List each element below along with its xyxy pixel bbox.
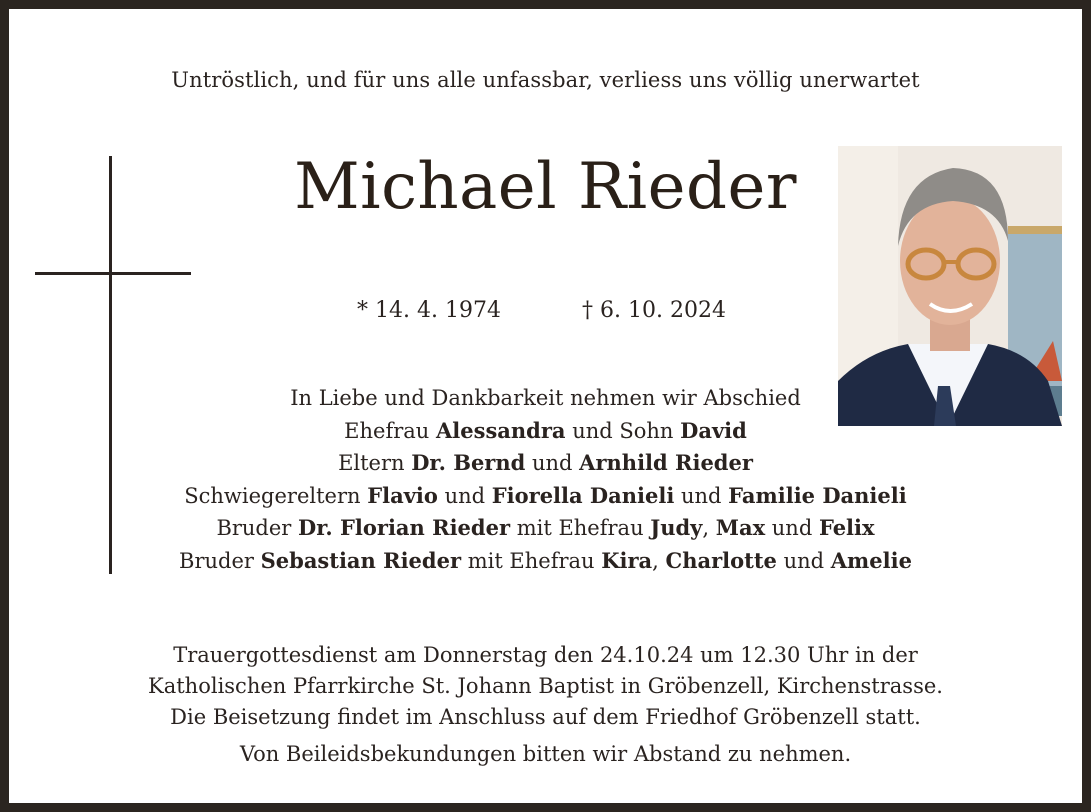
- family-name: Flavio: [367, 482, 438, 508]
- service-line: Katholischen Pfarrkirche St. Johann Baptist in Gröbenzell, Kirchenstrasse.: [148, 674, 943, 698]
- family-line: [0, 512, 1091, 545]
- family-name: David: [680, 417, 747, 443]
- deceased-name: Michael Rieder: [294, 150, 797, 224]
- family-name: Sebastian Rieder: [260, 547, 462, 573]
- family-line: [0, 545, 1091, 578]
- farewell-text: In Liebe und Dankbarkeit nehmen wir Abschied: [290, 386, 801, 410]
- relation-text: Bruder: [216, 516, 299, 540]
- relation-text: Schwiegereltern: [184, 483, 368, 508]
- family-line: [0, 382, 1091, 415]
- relation-text: mit Ehefrau: [461, 548, 602, 573]
- family-line: [0, 415, 1091, 448]
- family-line: [0, 447, 1091, 480]
- relation-text: ,: [652, 548, 666, 573]
- relation-text: Ehefrau: [344, 418, 436, 443]
- relation-text: mit Ehefrau: [510, 516, 651, 540]
- family-name: Max: [715, 515, 766, 540]
- death-date: † 6. 10. 2024: [582, 298, 726, 323]
- family-name: Felix: [818, 515, 875, 540]
- family-name: Amelie: [830, 547, 912, 573]
- family-name: Arnhild Rieder: [579, 450, 753, 475]
- family-line: [0, 480, 1091, 513]
- family-name: Familie Danieli: [728, 482, 907, 508]
- relation-text: und Sohn: [565, 418, 681, 443]
- family-name: Fiorella Danieli: [491, 482, 675, 508]
- birth-date: * 14. 4. 1974: [357, 298, 501, 323]
- relation-text: Eltern: [338, 451, 412, 475]
- service-line: Die Beisetzung findet im Anschluss auf dem Friedhof Gröbenzell statt.: [170, 705, 921, 729]
- relation-text: und: [525, 451, 580, 475]
- relation-text: und: [674, 483, 729, 508]
- family-name: Charlotte: [665, 547, 777, 573]
- relation-text: und: [437, 483, 492, 508]
- family-name: Kira: [601, 547, 653, 573]
- family-name: Dr. Florian Rieder: [298, 515, 511, 540]
- relation-text: Bruder: [179, 548, 261, 573]
- family-list: [0, 382, 1091, 577]
- relation-text: und: [776, 548, 831, 573]
- relation-text: und: [765, 516, 819, 540]
- family-name: Judy: [650, 515, 703, 540]
- relation-text: ,: [702, 516, 716, 540]
- cross-icon-horizontal: [35, 272, 191, 275]
- family-name: Alessandra: [436, 417, 566, 443]
- service-info: [0, 640, 1091, 733]
- family-name: Dr. Bernd: [411, 450, 526, 475]
- intro-text: Untröstlich, und für uns alle unfassbar, verliess uns völlig unerwartet: [171, 68, 920, 92]
- condolence-note: Von Beileidsbekundungen bitten wir Abstand zu nehmen.: [239, 742, 852, 766]
- service-line: Trauergottesdienst am Donnerstag den 24.10.24 um 12.30 Uhr in der: [173, 643, 918, 667]
